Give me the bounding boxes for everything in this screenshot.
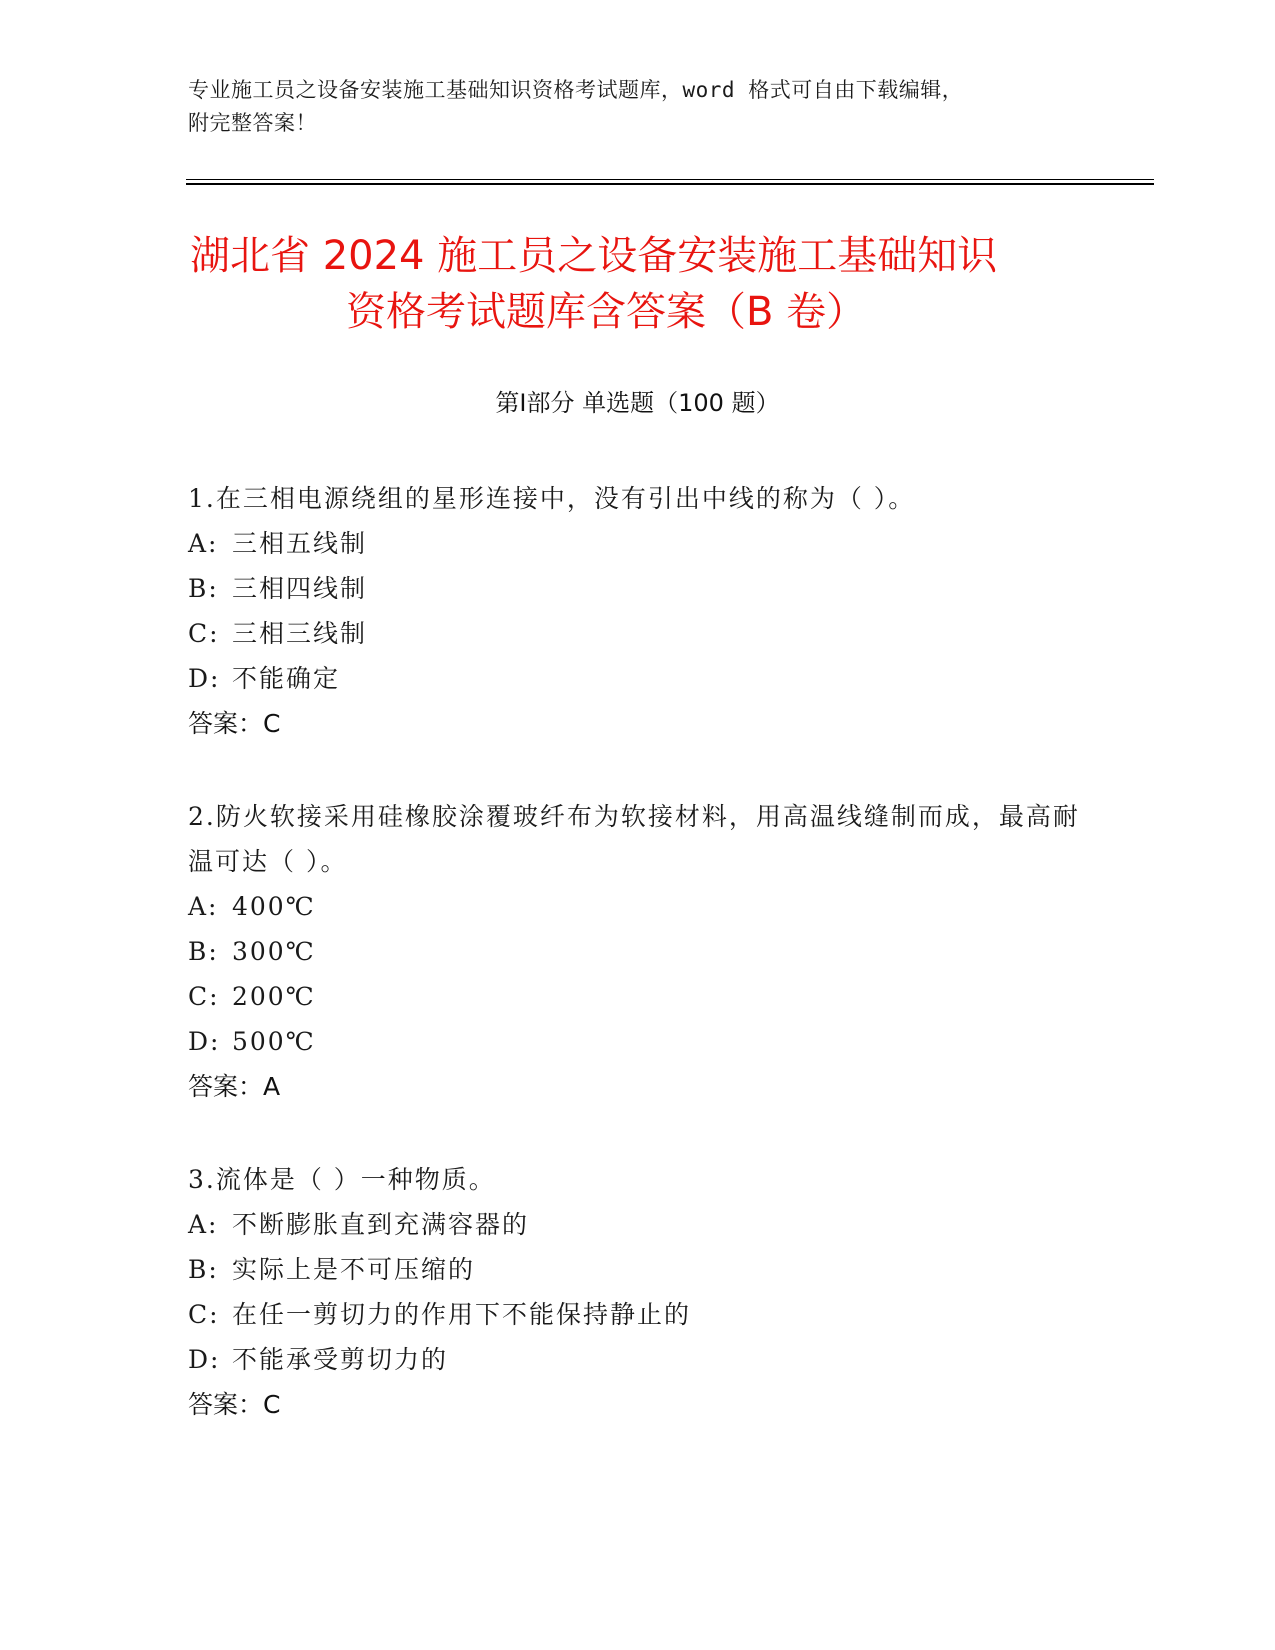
option-letter: D: (188, 1027, 221, 1056)
document-title-line2: 资格考试题库含答案（B 卷） (346, 289, 867, 335)
option-text: 实际上是不可压缩的 (232, 1255, 476, 1284)
option-letter: A: (188, 1210, 219, 1239)
answer: 答案：C (188, 1390, 281, 1419)
option-letter: D: (188, 1345, 221, 1374)
option-text: 三相三线制 (232, 619, 368, 648)
option-d (188, 1337, 1088, 1382)
option-a (188, 521, 1088, 566)
option-letter: C: (188, 982, 220, 1011)
question-text: 2.防火软接采用硅橡胶涂覆玻纤布为软接材料，用高温线缝制而成，最高耐温可达（ ）。 (188, 802, 1080, 876)
option-text: 三相四线制 (232, 574, 368, 603)
section-title: 第Ⅰ部分 单选题（100 题） (495, 389, 780, 417)
option-text: 500℃ (232, 1027, 316, 1056)
header-note-line2: 附完整答案！ (188, 111, 317, 135)
option-d (188, 1019, 1088, 1064)
option-letter: C: (188, 619, 220, 648)
option-text: 不能承受剪切力的 (232, 1345, 449, 1374)
document-title (186, 228, 1086, 340)
option-letter: A: (188, 892, 219, 921)
header-divider-thick (186, 183, 1154, 185)
question-2 (188, 794, 1088, 1109)
question-text: 3.流体是（ ）一种物质。 (188, 1165, 496, 1194)
option-c (188, 974, 1088, 1019)
option-text: 不能确定 (232, 664, 341, 693)
option-text: 三相五线制 (232, 529, 368, 558)
option-letter: B: (188, 1255, 219, 1284)
option-d (188, 656, 1088, 701)
option-letter: C: (188, 1300, 220, 1329)
option-b (188, 929, 1088, 974)
option-text: 200℃ (232, 982, 316, 1011)
option-a (188, 884, 1088, 929)
option-text: 在任一剪切力的作用下不能保持静止的 (232, 1300, 692, 1329)
header-note (188, 74, 1088, 140)
question-1 (188, 476, 1088, 746)
option-c (188, 611, 1088, 656)
answer: 答案：A (188, 1072, 281, 1101)
option-text: 300℃ (232, 937, 316, 966)
option-b (188, 566, 1088, 611)
option-text: 不断膨胀直到充满容器的 (232, 1210, 530, 1239)
option-letter: B: (188, 574, 219, 603)
question-text: 1.在三相电源绕组的星形连接中，没有引出中线的称为（ ）。 (188, 484, 916, 513)
option-b (188, 1247, 1088, 1292)
answer: 答案：C (188, 709, 281, 738)
option-letter: D: (188, 664, 221, 693)
option-letter: B: (188, 937, 219, 966)
option-text: 400℃ (232, 892, 316, 921)
question-3 (188, 1157, 1088, 1427)
header-note-line1: 专业施工员之设备安装施工基础知识资格考试题库，word 格式可自由下载编辑， (188, 78, 964, 102)
document-title-line1: 湖北省 2024 施工员之设备安装施工基础知识 (190, 233, 998, 279)
question-list (188, 476, 1088, 1475)
header-divider-thin (186, 179, 1154, 180)
option-letter: A: (188, 529, 219, 558)
option-c (188, 1292, 1088, 1337)
option-a (188, 1202, 1088, 1247)
